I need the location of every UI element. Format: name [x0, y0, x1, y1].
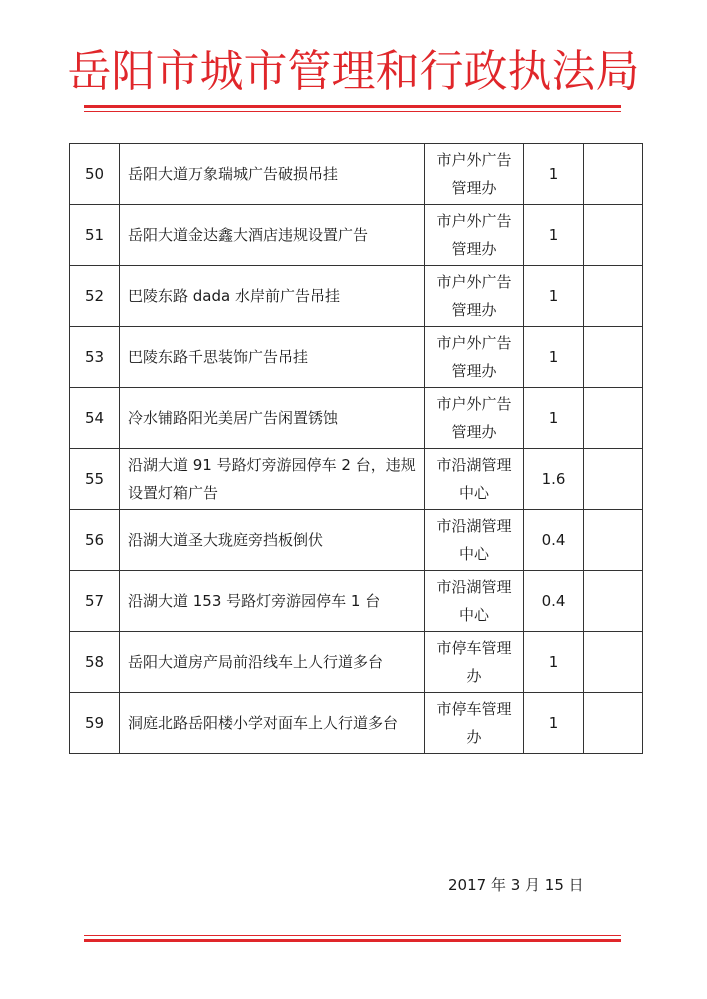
row-unit: 市户外广告管理办: [425, 388, 524, 449]
row-description: 沿湖大道 91 号路灯旁游园停车 2 台，违规设置灯箱广告: [120, 449, 425, 510]
header-rule-thick: [84, 105, 621, 108]
row-value: 1: [524, 144, 584, 205]
row-value: 1: [524, 327, 584, 388]
table-row: [70, 205, 643, 266]
row-unit: 市户外广告管理办: [425, 266, 524, 327]
row-remark: [584, 510, 643, 571]
table-row: [70, 510, 643, 571]
row-value: 1.6: [524, 449, 584, 510]
row-unit: 市户外广告管理办: [425, 144, 524, 205]
table-row: [70, 388, 643, 449]
row-description: 冷水铺路阳光美居广告闲置锈蚀: [120, 388, 425, 449]
row-description: 岳阳大道房产局前沿线车上人行道多台: [120, 632, 425, 693]
row-number: 51: [70, 205, 120, 266]
row-number: 52: [70, 266, 120, 327]
row-unit: 市停车管理办: [425, 632, 524, 693]
row-number: 59: [70, 693, 120, 754]
table-row: [70, 571, 643, 632]
row-remark: [584, 388, 643, 449]
row-unit: 市户外广告管理办: [425, 327, 524, 388]
table-row: [70, 632, 643, 693]
row-unit: 市停车管理办: [425, 693, 524, 754]
table-row: [70, 693, 643, 754]
row-description: 沿湖大道 153 号路灯旁游园停车 1 台: [120, 571, 425, 632]
row-number: 54: [70, 388, 120, 449]
footer-rule-thin: [84, 935, 621, 936]
row-remark: [584, 144, 643, 205]
row-value: 0.4: [524, 571, 584, 632]
row-unit: 市沿湖管理中心: [425, 449, 524, 510]
document-date: 2017 年 3 月 15 日: [448, 876, 584, 894]
row-value: 0.4: [524, 510, 584, 571]
row-number: 53: [70, 327, 120, 388]
row-description: 洞庭北路岳阳楼小学对面车上人行道多台: [120, 693, 425, 754]
row-value: 1: [524, 693, 584, 754]
header-rule-thin: [84, 111, 621, 112]
table-row: [70, 266, 643, 327]
row-unit: 市户外广告管理办: [425, 205, 524, 266]
row-value: 1: [524, 205, 584, 266]
row-number: 56: [70, 510, 120, 571]
row-description: 巴陵东路千思装饰广告吊挂: [120, 327, 425, 388]
row-unit: 市沿湖管理中心: [425, 571, 524, 632]
row-remark: [584, 205, 643, 266]
row-number: 58: [70, 632, 120, 693]
row-description: 沿湖大道圣大珑庭旁挡板倒伏: [120, 510, 425, 571]
row-remark: [584, 632, 643, 693]
table-body: [70, 144, 643, 754]
row-description: 岳阳大道万象瑞城广告破损吊挂: [120, 144, 425, 205]
table-row: [70, 327, 643, 388]
violations-table: [69, 143, 643, 754]
table-row: [70, 144, 643, 205]
row-remark: [584, 266, 643, 327]
table-row: [70, 449, 643, 510]
row-value: 1: [524, 266, 584, 327]
row-description: 岳阳大道金达鑫大酒店违规设置广告: [120, 205, 425, 266]
row-value: 1: [524, 632, 584, 693]
row-number: 55: [70, 449, 120, 510]
row-description: 巴陵东路 dada 水岸前广告吊挂: [120, 266, 425, 327]
row-remark: [584, 571, 643, 632]
row-value: 1: [524, 388, 584, 449]
row-unit: 市沿湖管理中心: [425, 510, 524, 571]
footer-rule-thick: [84, 939, 621, 942]
row-remark: [584, 327, 643, 388]
row-remark: [584, 693, 643, 754]
row-number: 50: [70, 144, 120, 205]
row-remark: [584, 449, 643, 510]
row-number: 57: [70, 571, 120, 632]
header-title: 岳阳市城市管理和行政执法局: [67, 46, 640, 97]
